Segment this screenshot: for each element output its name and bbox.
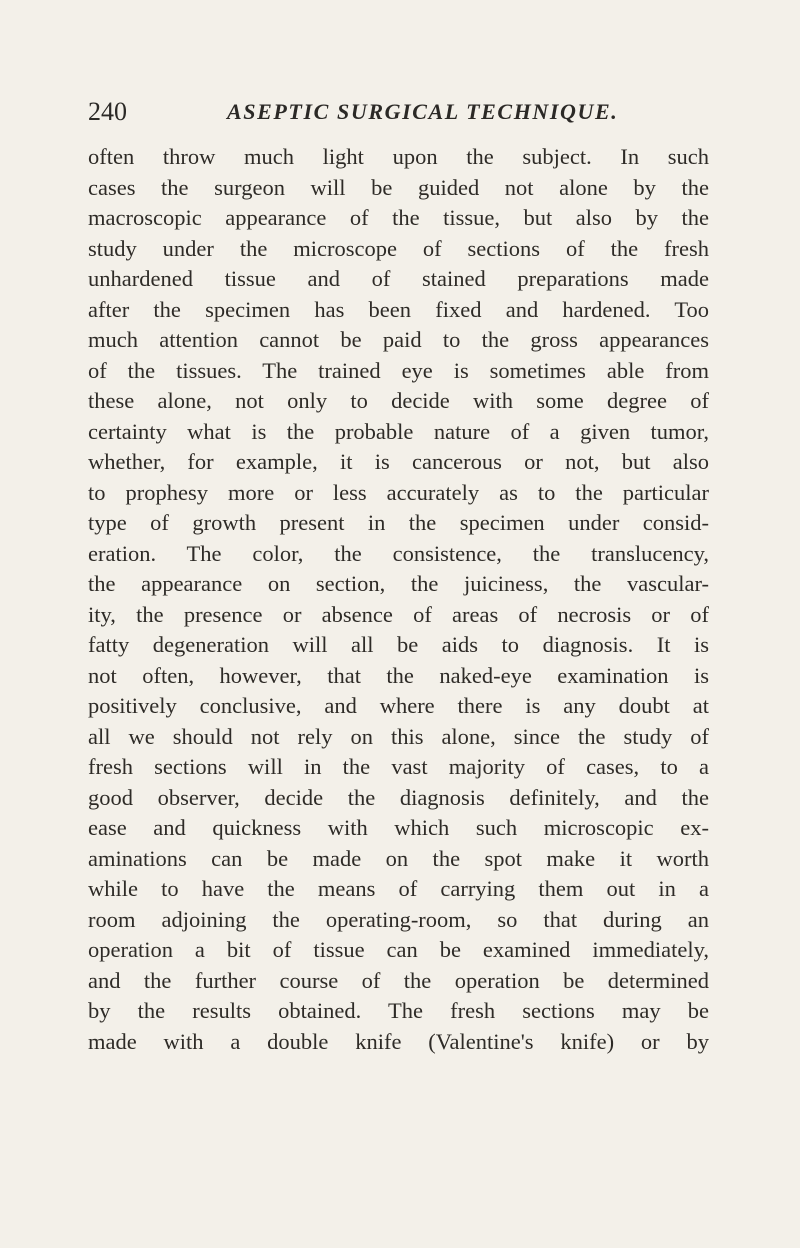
body-paragraph <box>88 142 709 1057</box>
text-line: macroscopic appearance of the tissue, but also by the <box>88 205 709 230</box>
text-line: of the tissues. The trained eye is sometimes able from <box>88 357 709 383</box>
text-line: after the specimen has been fixed and hardened. Too <box>88 296 709 322</box>
text-line: by the results obtained. The fresh sections may be <box>88 998 709 1023</box>
text-line: fatty degeneration will all be aids to diagnosis. It is <box>88 632 709 657</box>
running-head <box>88 96 728 128</box>
text-line: often throw much light upon the subject. In such <box>88 144 709 169</box>
text-line: these alone, not only to decide with some degree of <box>88 388 709 413</box>
text-line: unhardened tissue and of stained preparations made <box>88 266 709 291</box>
text-line: ity, the presence or absence of areas of necrosis or of <box>88 601 709 627</box>
text-line: the appearance on section, the juiciness, the vascular- <box>88 571 709 596</box>
text-line: positively conclusive, and where there is any doubt at <box>88 693 709 718</box>
text-line: whether, for example, it is cancerous or not, but also <box>88 449 709 474</box>
text-line: type of growth present in the specimen under consid- <box>88 510 709 535</box>
text-line: all we should not rely on this alone, since the study of <box>88 723 709 749</box>
running-title: ASEPTIC SURGICAL TECHNIQUE. <box>227 99 619 124</box>
text-line: good observer, decide the diagnosis definitely, and the <box>88 784 709 810</box>
text-line: certainty what is the probable nature of a given tumor, <box>88 418 709 444</box>
text-line: operation a bit of tissue can be examined immediately, <box>88 937 709 962</box>
page-number: 240 <box>88 97 127 126</box>
text-line: while to have the means of carrying them out in a <box>88 876 709 901</box>
text-line: made with a double knife (Valentine's knife) or by <box>88 1028 709 1054</box>
text-line: ease and quickness with which such microscopic ex- <box>88 815 709 840</box>
text-line: not often, however, that the naked-eye examination is <box>88 662 709 688</box>
text-line: room adjoining the operating-room, so that during an <box>88 906 709 932</box>
text-line: to prophesy more or less accurately as to the particular <box>88 479 709 505</box>
text-line: study under the microscope of sections of the fresh <box>88 235 709 261</box>
text-line: fresh sections will in the vast majority of cases, to a <box>88 754 709 779</box>
text-line: eration. The color, the consistence, the translucency, <box>88 540 709 566</box>
text-line: cases the surgeon will be guided not alone by the <box>88 174 709 200</box>
text-line: and the further course of the operation be determined <box>88 967 709 993</box>
text-line: much attention cannot be paid to the gross appearances <box>88 327 709 352</box>
text-line: aminations can be made on the spot make it worth <box>88 845 709 871</box>
